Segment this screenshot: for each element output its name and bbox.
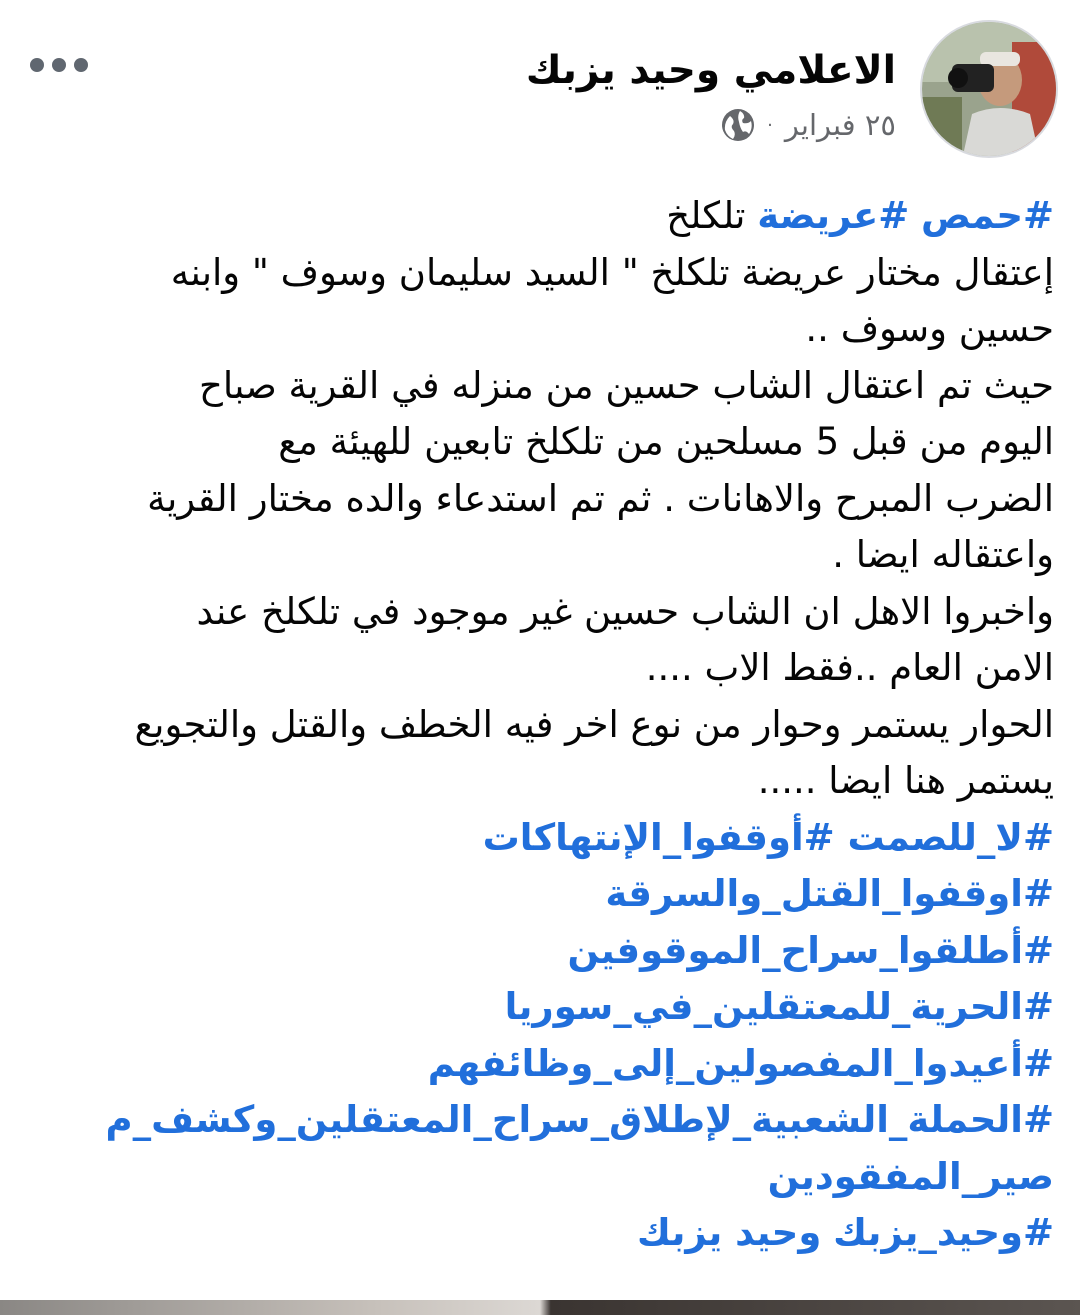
body-line: إعتقال مختار عريضة تلكلخ " السيد سليمان وسوف " وابنه bbox=[170, 250, 1054, 294]
more-dot bbox=[30, 58, 44, 72]
body-line: الامن العام ..فقط الاب .... bbox=[645, 646, 1054, 689]
hashtag-line[interactable]: #اوقفوا_القتل_والسرقة bbox=[605, 872, 1054, 915]
body-line: واعتقاله ايضا . bbox=[832, 533, 1054, 576]
author-mention[interactable]: وحيد يزبك bbox=[637, 1211, 822, 1254]
last-line bbox=[24, 1205, 1054, 1262]
post-date[interactable]: ٢٥ فبراير bbox=[784, 108, 896, 142]
more-options-button[interactable] bbox=[30, 58, 88, 72]
avatar-photo bbox=[922, 22, 1058, 158]
hashtag-line[interactable]: صير_المفقودين bbox=[767, 1154, 1054, 1198]
post-header bbox=[22, 18, 1058, 163]
author-name[interactable]: الاعلامي وحيد يزبك bbox=[525, 48, 896, 93]
meta-separator: · bbox=[767, 114, 773, 136]
hashtag-line[interactable]: #أطلقوا_سراح_الموقوفين bbox=[567, 928, 1054, 972]
hashtag-line[interactable]: #الحملة_الشعبية_لإطلاق_سراح_المعتقلين_وكشف_م bbox=[105, 1098, 1054, 1141]
hashtag-line[interactable]: #الحرية_للمعتقلين_في_سوريا bbox=[504, 985, 1054, 1028]
hashtag-line[interactable]: #أعيدوا_المفصولين_إلى_وظائفهم bbox=[427, 1041, 1054, 1085]
body-line: حيث تم اعتقال الشاب حسين من منزله في القرية صباح bbox=[199, 363, 1054, 407]
hashtag-line[interactable]: #لا_للصمت #أوقفوا_الإنتهاكات bbox=[482, 815, 1054, 859]
hashtag-link[interactable]: #وحيد_يزبك bbox=[833, 1211, 1054, 1254]
more-dot bbox=[74, 58, 88, 72]
body-line: واخبروا الاهل ان الشاب حسين غير موجود في تلكلخ عند bbox=[196, 589, 1054, 633]
author-avatar[interactable] bbox=[920, 20, 1058, 158]
hashtag-link[interactable]: #عريضة bbox=[757, 194, 910, 237]
body-line: الضرب المبرح والاهانات . ثم تم استدعاء والده مختار القرية bbox=[147, 476, 1054, 520]
body-line: يستمر هنا ايضا ..... bbox=[757, 759, 1054, 802]
hashtag-link[interactable]: #حمص bbox=[921, 194, 1054, 237]
headline-text: تلكلخ bbox=[666, 194, 746, 237]
more-dot bbox=[52, 58, 66, 72]
headline-line bbox=[24, 188, 1054, 245]
post-content bbox=[24, 188, 1054, 1262]
body-line: حسين وسوف .. bbox=[805, 307, 1054, 350]
body-line: اليوم من قبل 5 مسلحين من تلكلخ تابعين للهيئة مع bbox=[278, 420, 1054, 463]
post-meta bbox=[721, 108, 896, 142]
attached-image-edge[interactable] bbox=[0, 1300, 1080, 1315]
globe-icon bbox=[721, 108, 755, 142]
body-line: الحوار يستمر وحوار من نوع اخر فيه الخطف والقتل والتجويع bbox=[134, 702, 1054, 746]
